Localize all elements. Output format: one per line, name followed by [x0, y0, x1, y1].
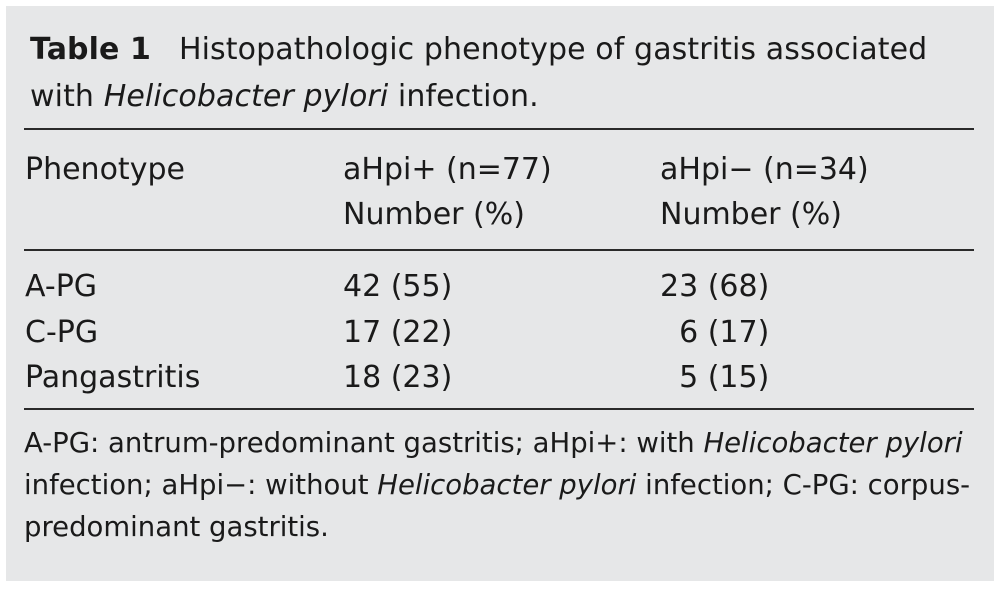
row-ahpi-neg: 23 (68)	[660, 269, 770, 304]
row-ahpi-pos: 17 (22)	[343, 315, 453, 350]
header-ahpi-pos-group: aHpi+ (n=77)	[343, 152, 552, 187]
table-title-end: infection.	[388, 79, 539, 114]
row-phenotype: A-PG	[25, 269, 98, 304]
row-phenotype: C-PG	[25, 315, 99, 350]
table-caption	[30, 26, 980, 120]
row-ahpi-pos: 18 (23)	[343, 360, 453, 395]
top-rule	[24, 128, 974, 130]
footnote-text: A-PG: antrum-predominant gastritis; aHpi+: with	[24, 427, 704, 459]
table-label: Table 1	[30, 32, 151, 67]
header-ahpi-pos-unit: Number (%)	[343, 197, 525, 232]
row-ahpi-pos: 42 (55)	[343, 269, 453, 304]
footnote-text: infection; aHpi−: without	[24, 469, 378, 501]
table-footnote	[24, 422, 979, 548]
header-ahpi-neg-group: aHpi− (n=34)	[660, 152, 869, 187]
bottom-rule	[24, 408, 974, 410]
footnote-organism: Helicobacter pylori	[703, 427, 963, 459]
row-ahpi-neg: 6 (17)	[660, 315, 770, 350]
row-phenotype: Pangastritis	[25, 360, 201, 395]
footnote-text: infection; C-PG: corpus-predominant gastritis.	[24, 469, 971, 543]
header-phenotype: Phenotype	[25, 152, 185, 187]
header-ahpi-neg-unit: Number (%)	[660, 197, 842, 232]
footnote-organism: Helicobacter pylori	[377, 469, 637, 501]
row-ahpi-neg: 5 (15)	[660, 360, 770, 395]
table-title-organism: Helicobacter pylori	[103, 79, 389, 114]
header-rule	[24, 249, 974, 251]
table-title-text: Histopathologic phenotype of gastritis associated with	[30, 32, 928, 114]
